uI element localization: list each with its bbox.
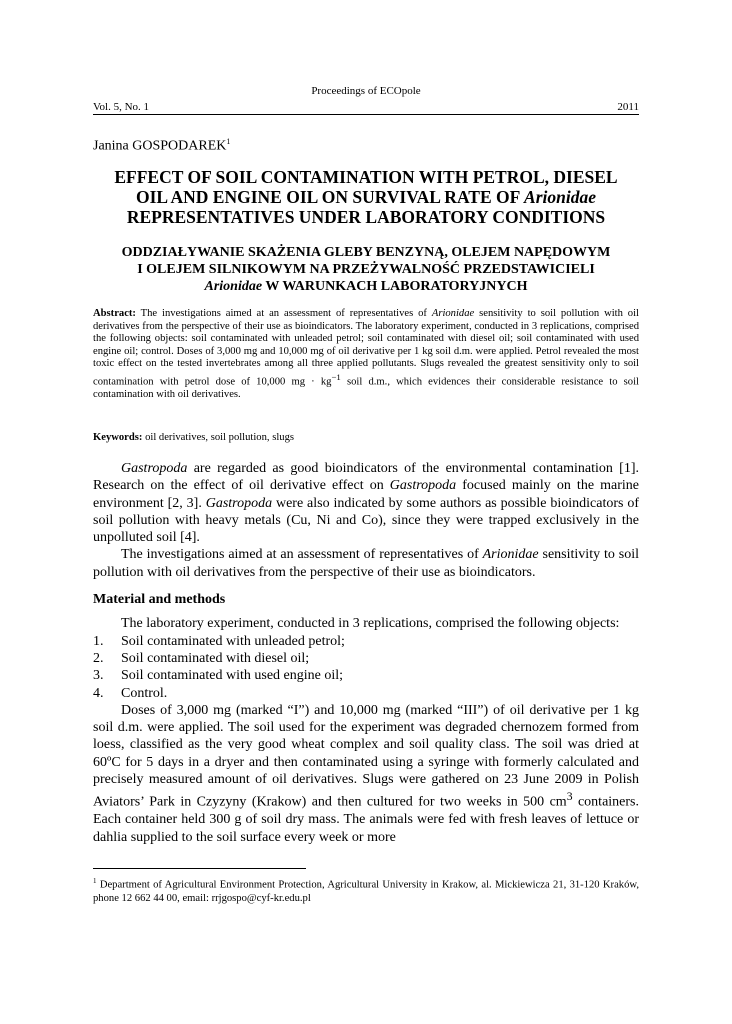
taxon-name: Arionidae <box>204 279 263 294</box>
footnote-mark: 1 <box>93 877 97 885</box>
author-line <box>93 137 230 155</box>
volume-line <box>93 101 639 115</box>
list-item: 2. Soil contaminated with diesel oil; <box>93 650 310 666</box>
taxon-name: Arionidae <box>524 187 596 207</box>
abstract-label: Abstract: <box>93 308 136 319</box>
objects-list <box>93 633 639 702</box>
footnote-divider <box>93 868 306 869</box>
intro-paragraph-1: Gastropoda are regarded as good bioindicators of the environmental contamination [1]. Research on the effect of oil derivative effect on Gastropoda focused mainly on the marine environment [2, 3]. Gastropoda were also indicated by some authors as possible bioindicators of soil pollution with heavy metals (Cu, Ni and Co), since they were trapped exclusively in the unpolluted soil [4]. <box>93 461 639 546</box>
title-english <box>93 167 639 227</box>
footnote <box>93 875 639 905</box>
author-footnote-mark: 1 <box>226 137 231 146</box>
title-en-line-1: EFFECT OF SOIL CONTAMINATION WITH PETROL, DIESEL <box>114 167 618 187</box>
author-name: Janina GOSPODAREK <box>93 138 227 154</box>
body-text <box>93 460 639 846</box>
journal-running-head: Proceedings of ECOpole <box>311 85 421 97</box>
methods-paragraph-2: Doses of 3,000 mg (marked “I”) and 10,000 mg (marked “III”) of oil derivative per 1 kg soil d.m. were applied. The soil used for the experiment was degraded chernozem formed from loess, classified as the very good wheat complex and soil quality class. The soil was dried at 60ºC for 5 days in a dryer and then contaminated using a syringe with formerly calculated and precisely measured amount of oil derivatives. Slugs were gathered on 23 June 2009 in Polish Aviators’ Park in Czyzyny (Krakow) and then cultured for two weeks in 500 $cm^3$ containers. Each container held 300 g of soil dry mass. The animals were fed with fresh leaves of lettuce or dahlia supplied to the soil surface every week or more <box>93 702 639 845</box>
section-heading-methods: Material and methods <box>93 592 226 608</box>
title-pl-line-1: ODDZIAŁYWANIE SKAŻENIA GLEBY BENZYNĄ, OLEJEM NAPĘDOWYM <box>121 245 611 260</box>
list-item: 4. Control. <box>93 685 168 701</box>
title-pl-line-2: I OLEJEM SILNIKOWYM NA PRZEŻYWALNOŚĆ PRZEDSTAWICIELI <box>137 262 595 277</box>
methods-paragraph-1: The laboratory experiment, conducted in 3 replications, comprised the following objects: <box>121 616 620 632</box>
abstract: Abstract: The investigations aimed at an assessment of representatives of Arionidae sensitivity to soil pollution with oil derivatives from the perspective of their use as bioindicators. The laboratory experiment, conducted in 3 replications, comprised the following objects: soil contaminated with unleaded petrol; soil contaminated with diesel oil; soil contaminated with used engine oil; control. Doses of 3,000 mg and 10,000 mg of oil derivative per 1 kg soil d.m. were applied. Petrol revealed the most toxic effect on the tested invertebrates among all three applied pollutants. Slugs revealed the greatest sensitivity only to soil contamination with petrol dose of 10,000 mg · $kg^{-1}$ soil d.m., which evidences their considerable resistance to soil contamination with oil derivatives. <box>93 308 639 400</box>
keywords <box>93 432 639 443</box>
keywords-label: Keywords: <box>93 432 143 443</box>
title-polish <box>93 244 639 295</box>
footnote-text: Department of Agricultural Environment Protection, Agricultural University in Krakow, al. Mickiewicza 21, 31-120 Kraków, phone 12 662 44 00, email: rrjgospo@cyf-kr.edu.pl <box>93 879 639 904</box>
keywords-list: oil derivatives, soil pollution, slugs <box>142 432 294 443</box>
title-en-line-2: OIL AND ENGINE OIL ON SURVIVAL RATE OF Arionidae <box>135 187 596 207</box>
list-item: 3. Soil contaminated with used engine oil; <box>93 668 344 684</box>
intro-paragraph-2: The investigations aimed at an assessment of representatives of Arionidae sensitivity to soil pollution with oil derivatives from the perspective of their use as bioindicators. <box>93 547 639 580</box>
list-item: 1. Soil contaminated with unleaded petrol; <box>93 633 345 649</box>
title-pl-line-3: Arionidae W WARUNKACH LABORATORYJNYCH <box>204 279 528 294</box>
publication-year: 2011 <box>617 101 639 113</box>
title-en-line-3: REPRESENTATIVES UNDER LABORATORY CONDITIONS <box>126 207 606 227</box>
volume-number: Vol. 5, No. 1 <box>93 101 150 113</box>
